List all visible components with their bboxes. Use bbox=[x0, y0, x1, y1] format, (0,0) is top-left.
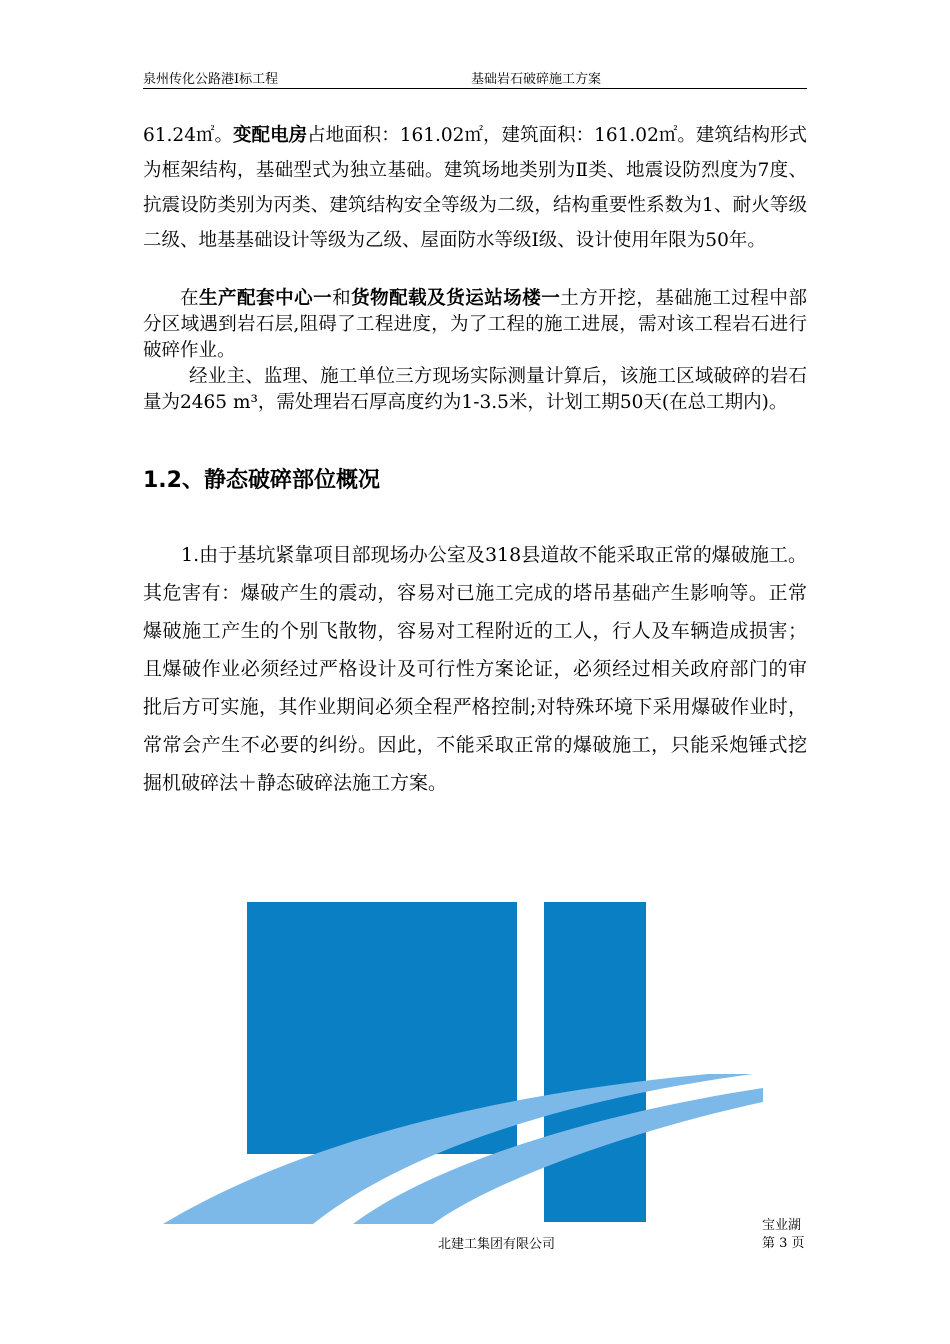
bold-term-production-center: 生产配套中心一 bbox=[199, 288, 333, 309]
text-segment: 和 bbox=[332, 288, 352, 309]
section-heading: 1.2、静态破碎部位概况 bbox=[143, 468, 380, 493]
text-segment: 61.24㎡。 bbox=[143, 125, 234, 146]
logo-right-block bbox=[544, 902, 646, 1222]
bold-term-cargo-station: 货物配载及货运站场楼一 bbox=[351, 288, 561, 309]
paragraph-building-info bbox=[143, 118, 807, 258]
paragraph-rock-volume: 经业主、监理、施工单位三方现场实际测量计算后，该施工区域破碎的岩石量为2465 m³，需处理岩石厚高度约为1-3.5米，计划工期50天(在总工期内)。 bbox=[143, 366, 807, 413]
text-segment: 在 bbox=[180, 288, 200, 309]
bold-term-substation: 变配电房 bbox=[233, 125, 308, 146]
bcg-logo-icon bbox=[163, 902, 763, 1224]
page-header bbox=[143, 66, 807, 89]
text-segment: 占地面积：161.02㎡，建筑面积：161.02㎡。建筑结构形式为框架结构，基础型式为独立基础。建筑场地类别为Ⅱ类、地震设防烈度为7度、抗震设防类别为丙类、建筑结构安全等级为二级，结构重要性系数为1、耐火等级二级、地基基础设计等级为乙级、屋面防水等级Ⅰ级、设计使用年限为50年。 bbox=[143, 125, 808, 251]
header-project-name: 泉州传化公路港Ⅰ标工程 bbox=[143, 72, 279, 87]
text-segment: 土方开挖，基础施工过程中部分区域遇到岩石层,阻碍了工程进度，为了工程的施工进展，需对该工程岩石进行破碎作业。 bbox=[143, 288, 807, 361]
footer-right bbox=[762, 1217, 805, 1253]
footer-company: 北建工集团有限公司 bbox=[438, 1237, 556, 1252]
footer-site: 宝业湖 bbox=[762, 1218, 802, 1233]
paragraph-blasting-reasons: 1.由于基坑紧靠项目部现场办公室及318县道故不能采取正常的爆破施工。其危害有：爆破产生的震动，容易对已施工完成的塔吊基础产生影响等。正常爆破施工产生的个别飞散物，容易对工程附近的工人，行人及车辆造成损害；且爆破作业必须经过严格设计及可行性方案论证，必须经过相关政府部门的审批后方可实施，其作业期间必须全程严格控制;对特殊环境下采用爆破作业时，常常会产生不必要的纠纷。因此，不能采取正常的爆破施工，只能采炮锤式挖掘机破碎法＋静态破碎法施工方案。 bbox=[143, 544, 807, 794]
footer-page-number: 第 3 页 bbox=[762, 1236, 805, 1251]
paragraph-excavation bbox=[143, 286, 807, 364]
header-document-title: 基础岩石破碎施工方案 bbox=[471, 72, 602, 87]
